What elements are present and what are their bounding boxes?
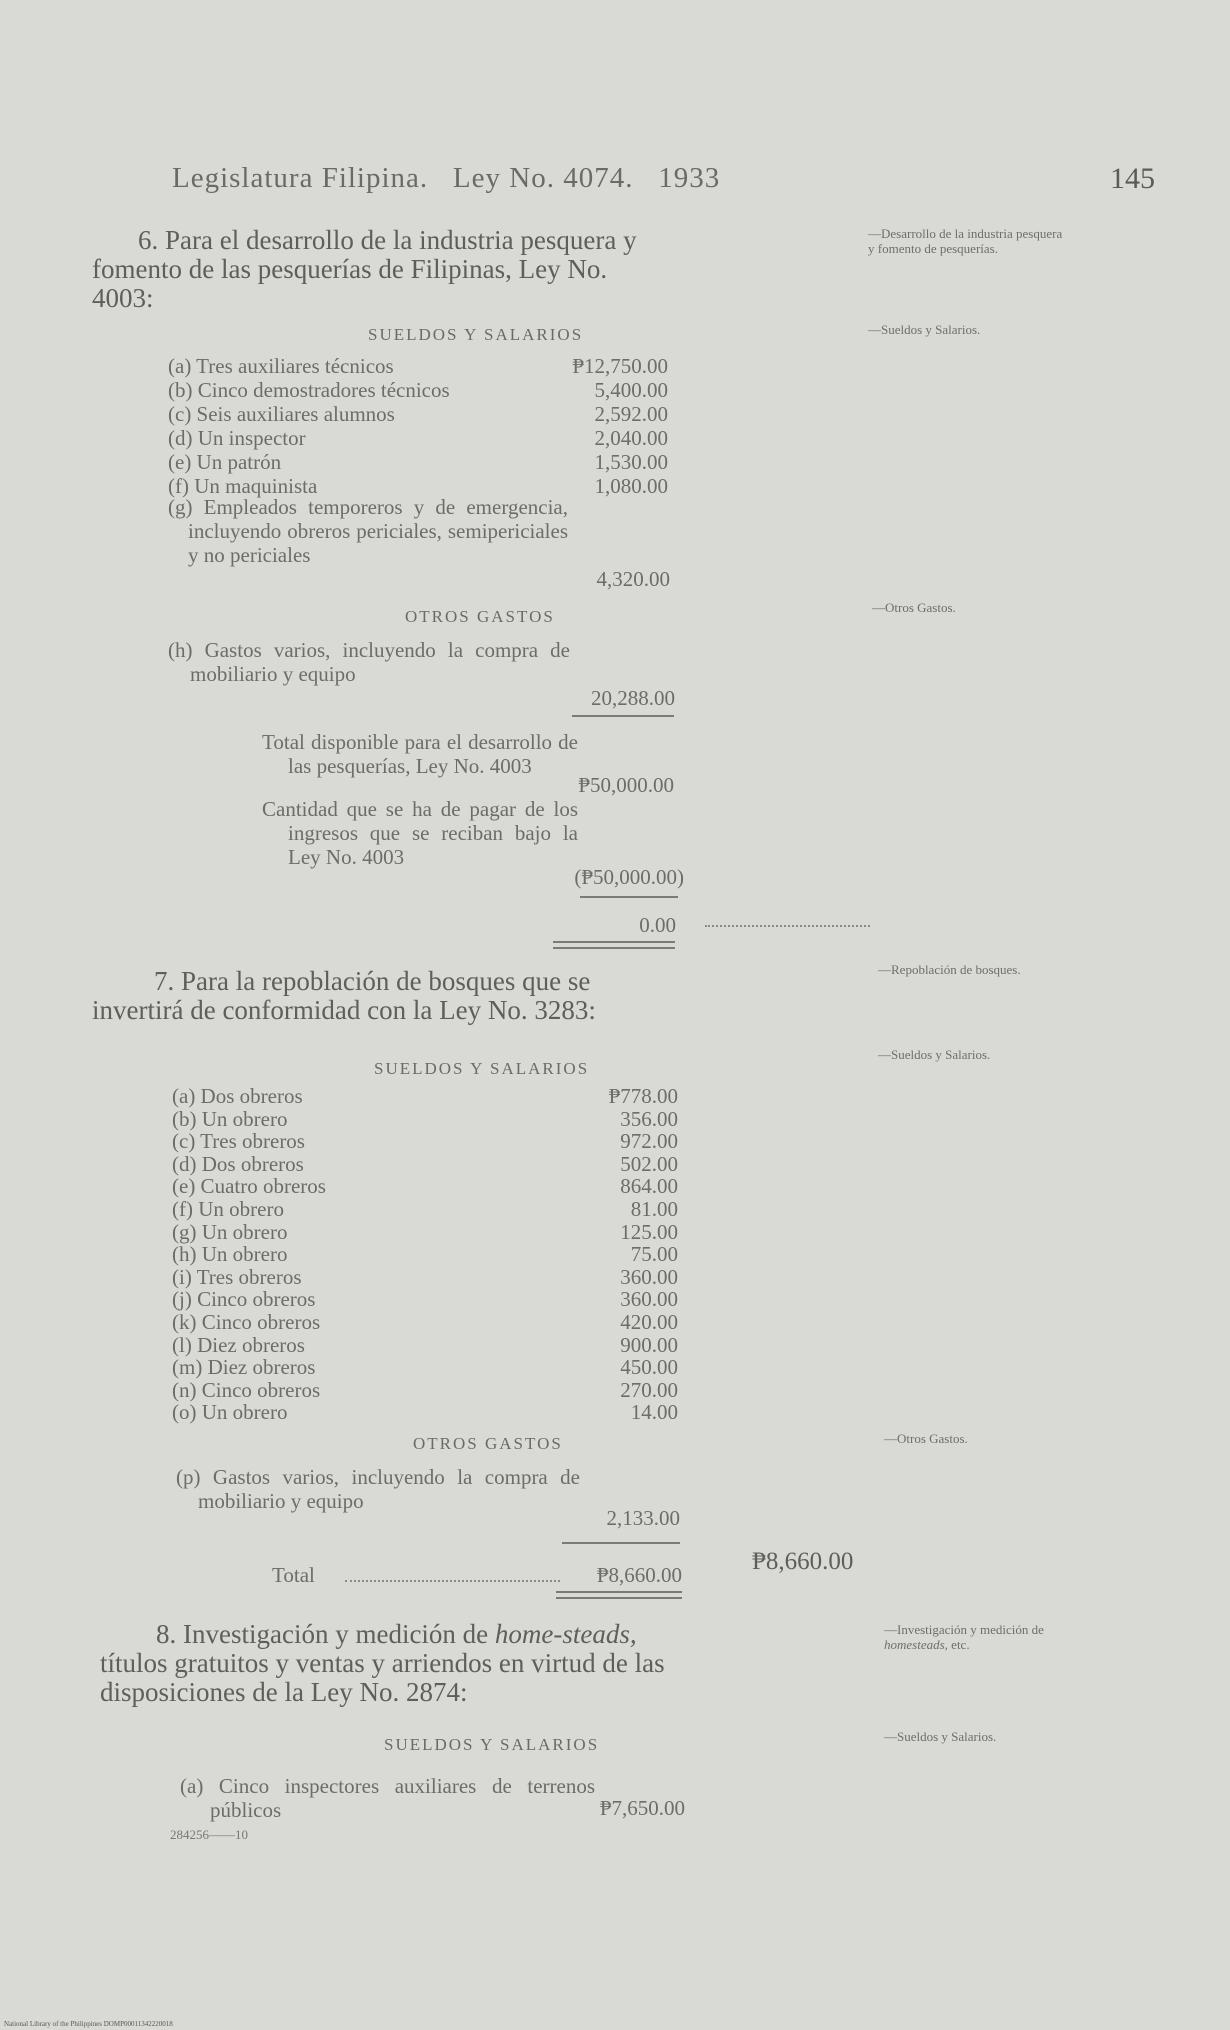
section7-item-label: (e) Cuatro obreros xyxy=(172,1174,326,1199)
section6-net-amount: 0.00 xyxy=(639,913,676,937)
section7-item-amount: 14.00 xyxy=(630,1400,678,1425)
section7-subtotal-rule xyxy=(562,1542,680,1544)
section6-total-text: Total disponible para el desarrollo de las pesquerías, Ley No. 4003 xyxy=(262,730,578,778)
section7-item-label: (m) Diez obreros xyxy=(172,1355,316,1380)
section7-double-rule-1 xyxy=(556,1591,682,1593)
section7-otros-heading: OTROS GASTOS xyxy=(413,1434,563,1453)
section7-item-amount: 360.00 xyxy=(620,1287,678,1312)
section7-paragraph: 7. Para la repoblación de bosques que se invertirá de conformidad con la Ley No. 3283: xyxy=(92,966,596,1025)
section7-item-label: (i) Tres obreros xyxy=(172,1264,302,1289)
section7-side-note: —Repoblación de bosques. xyxy=(878,962,1021,977)
section7-item-label: (k) Cinco obreros xyxy=(172,1310,321,1334)
section6-item-h-amount: 20,288.00 xyxy=(591,686,675,710)
section7-outer-total: ₱8,660.00 xyxy=(752,1548,854,1575)
section7-item-amount: 420.00 xyxy=(620,1310,678,1334)
section7-item-label: (d) Dos obreros xyxy=(172,1151,304,1176)
section6-net-rule xyxy=(580,896,678,898)
running-title-legislatura: Legislatura Filipina. xyxy=(172,162,429,194)
section7-item-amount: 864.00 xyxy=(620,1174,678,1199)
section6-cantidad-text: Cantidad que se ha de pagar de los ingresos que se reciban bajo la Ley No. 4003 xyxy=(262,797,578,869)
section8-para-italic: home-steads, xyxy=(494,1619,637,1649)
section6-side-sueldos: —Sueldos y Salarios. xyxy=(868,322,981,337)
section7-item-label: (b) Un obrero xyxy=(172,1106,288,1131)
section7-item-label: (f) Un obrero xyxy=(172,1197,284,1221)
section6-item-amount: 2,592.00 xyxy=(594,402,668,426)
section6-item-amount: 5,400.00 xyxy=(594,378,668,402)
section8-side-post: etc. xyxy=(947,1637,970,1652)
section7-item-amount: 360.00 xyxy=(620,1264,678,1289)
section6-item-amount: 1,530.00 xyxy=(594,450,668,474)
section6-double-rule-2 xyxy=(553,947,675,949)
section7-item-amount: 356.00 xyxy=(620,1106,678,1131)
section7-total-amount: ₱8,660.00 xyxy=(596,1563,682,1587)
section6-side-otros: —Otros Gastos. xyxy=(872,600,956,615)
section7-total-dots xyxy=(345,1580,560,1582)
section6-item-label: (c) Seis auxiliares alumnos xyxy=(168,402,395,426)
section7-item-label: (g) Un obrero xyxy=(172,1219,288,1244)
section8-item-a-amount: ₱7,650.00 xyxy=(599,1796,685,1820)
section6-item-amount: ₱12,750.00 xyxy=(572,354,668,378)
section7-item-p-amount: 2,133.00 xyxy=(606,1506,680,1530)
section8-side-italic: homesteads, xyxy=(884,1637,948,1652)
section6-total-amount: ₱50,000.00 xyxy=(578,773,674,797)
section7-side-sueldos: —Sueldos y Salarios. xyxy=(878,1047,991,1062)
section7-item-label: (j) Cinco obreros xyxy=(172,1287,316,1312)
section6-leader-dots xyxy=(705,925,870,927)
section6-otros-heading: OTROS GASTOS xyxy=(405,607,555,626)
section6-double-rule-1 xyxy=(553,941,675,943)
section7-item-amount: 900.00 xyxy=(620,1332,678,1357)
section8-side-note xyxy=(884,1622,1084,1652)
section6-item-label: (f) Un maquinista xyxy=(168,474,318,498)
section6-item-label: (b) Cinco demostradores técnicos xyxy=(168,378,450,402)
running-title-year: 1933 xyxy=(658,162,721,194)
running-header xyxy=(172,162,720,195)
section7-item-label: (l) Diez obreros xyxy=(172,1332,305,1357)
running-title-ley: Ley No. 4074. xyxy=(452,162,634,194)
section7-item-label: (c) Tres obreros xyxy=(172,1129,305,1154)
scan-credit: National Library of the Philippines DOMP00011342220018 xyxy=(4,2020,173,2028)
section8-para-post: títulos gratuitos y ventas y arriendos en virtud de las disposiciones de la Ley No. 2874: xyxy=(100,1648,665,1707)
section8-side-pre: —Investigación y medición de xyxy=(884,1622,1044,1637)
section6-item-amount: 2,040.00 xyxy=(594,426,668,450)
section6-side-note: —Desarrollo de la industria pesquera y fomento de pesquerías. xyxy=(868,226,1063,256)
section7-total-label: Total xyxy=(272,1563,315,1587)
section7-item-amount: 270.00 xyxy=(620,1377,678,1402)
page-number: 145 xyxy=(1110,162,1155,195)
section8-item-a: (a) Cinco inspectores auxiliares de terrenos públicos xyxy=(180,1774,595,1822)
section7-item-label: (n) Cinco obreros xyxy=(172,1377,321,1402)
section7-item-amount: 502.00 xyxy=(620,1151,678,1176)
section6-sueldos-heading: SUELDOS Y SALARIOS xyxy=(368,325,584,344)
section7-item-amount: 81.00 xyxy=(630,1197,678,1221)
section7-item-p: (p) Gastos varios, incluyendo la compra de mobiliario y equipo xyxy=(176,1465,580,1513)
section7-double-rule-2 xyxy=(556,1597,682,1599)
section6-item-label: (e) Un patrón xyxy=(168,450,282,474)
section6-item-amount: 1,080.00 xyxy=(594,474,668,498)
section7-item-amount: 450.00 xyxy=(620,1355,678,1380)
section6-paragraph: 6. Para el desarrollo de la industria pesquera y fomento de las pesquerías de Filipinas, Ley No. 4003: xyxy=(92,225,637,313)
section6-item-h: (h) Gastos varios, incluyendo la compra de mobiliario y equipo xyxy=(168,638,570,686)
section6-item-label: (d) Un inspector xyxy=(168,426,306,450)
section7-item-amount: 972.00 xyxy=(620,1129,678,1154)
section6-cantidad-amount: (₱50,000.00) xyxy=(574,865,684,889)
section7-item-label: (h) Un obrero xyxy=(172,1242,288,1267)
section7-item-label: (a) Dos obreros xyxy=(172,1084,303,1108)
section8-paragraph xyxy=(100,1620,686,1707)
section8-sueldos-heading: SUELDOS Y SALARIOS xyxy=(384,1735,600,1754)
section7-item-label: (o) Un obrero xyxy=(172,1400,288,1425)
section8-side-sueldos: —Sueldos y Salarios. xyxy=(884,1729,997,1744)
section7-item-amount: 125.00 xyxy=(620,1219,678,1244)
section6-subtotal-rule xyxy=(572,715,674,717)
section7-side-otros: —Otros Gastos. xyxy=(884,1431,968,1446)
section7-item-amount: 75.00 xyxy=(630,1242,678,1267)
section6-item-label: (a) Tres auxiliares técnicos xyxy=(168,354,394,378)
section8-para-pre: 8. Investigación y medición de xyxy=(156,1619,495,1649)
section6-item-g-amount: 4,320.00 xyxy=(596,567,670,591)
section7-item-amount: ₱778.00 xyxy=(608,1084,678,1108)
print-code: 284256——10 xyxy=(170,1827,248,1842)
section7-sueldos-heading: SUELDOS Y SALARIOS xyxy=(374,1059,590,1078)
section6-item-g: (g) Empleados temporeros y de emergencia, incluyendo obreros periciales, semipericiales y no periciales xyxy=(168,495,568,567)
